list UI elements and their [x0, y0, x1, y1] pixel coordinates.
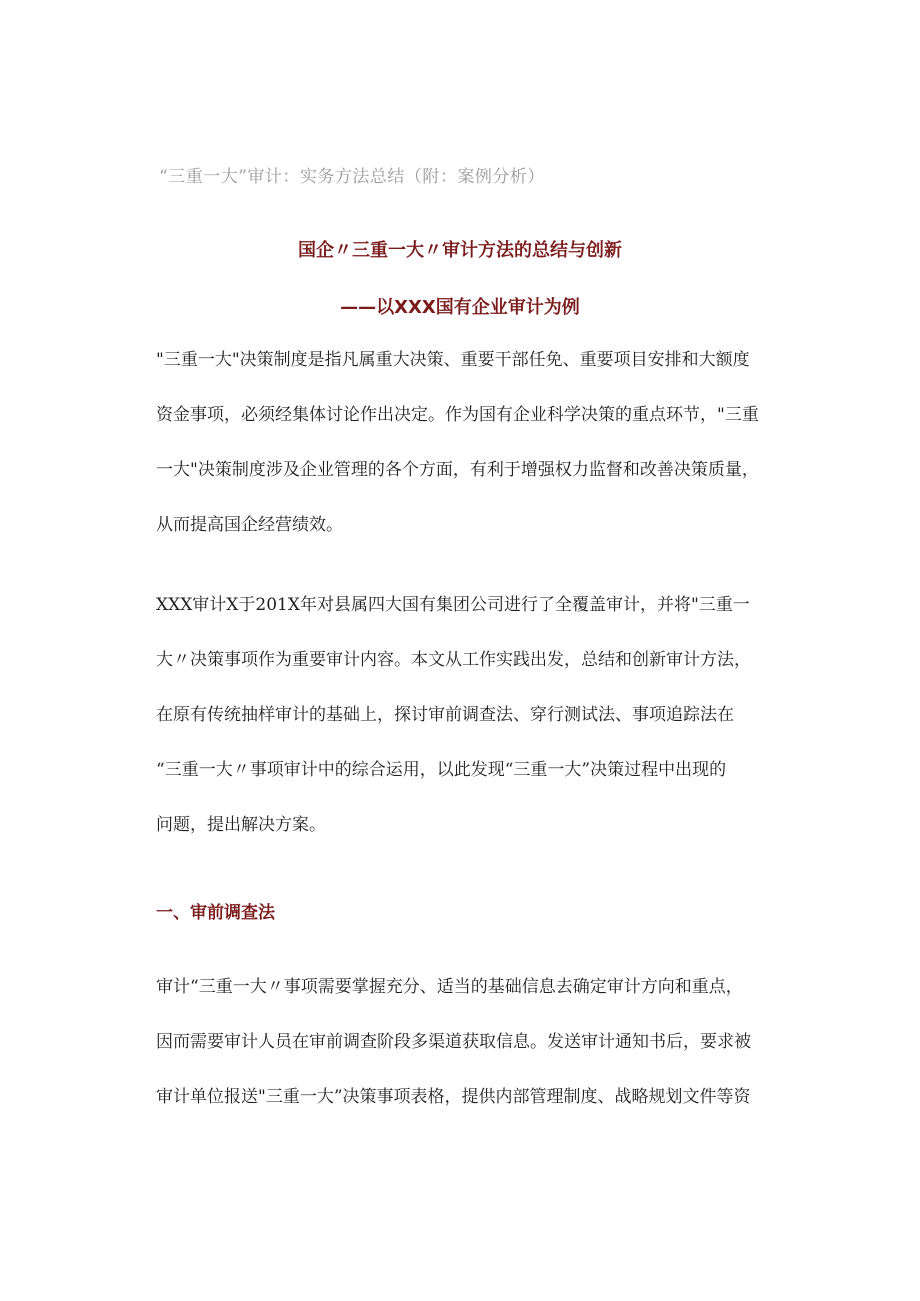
- paragraph-line: 审计单位报送"三重一大”决策事项表格，提供内部管理制度、战略规划文件等资: [156, 1087, 751, 1107]
- paragraph-line: "三重一大"决策制度是指凡属重大决策、重要干部任免、重要项目安排和大额度: [156, 350, 750, 370]
- paragraph-line: 一大"决策制度涉及企业管理的各个方面，有利于增强权力监督和改善决策质量，: [156, 460, 759, 480]
- document-subtitle: ——以XXX国有企业审计为例: [340, 297, 580, 318]
- context-paragraph: [156, 578, 766, 853]
- paragraph-line: 大〃决策事项作为重要审计内容。本文从工作实践出发，总结和创新审计方法，: [156, 650, 751, 670]
- paragraph-line: 在原有传统抽样审计的基础上，探讨审前调查法、穿行测试法、事项追踪法在: [156, 705, 734, 725]
- document-header: “三重一大”审计：实务方法总结（附：案例分析）: [159, 167, 545, 187]
- document-title: 国企〃三重一大〃审计方法的总结与创新: [298, 240, 622, 261]
- paragraph-line: 审计“三重一大〃事项需要掌握充分、适当的基础信息去确定审计方向和重点，: [156, 977, 743, 997]
- paragraph-line: “三重一大〃事项审计中的综合运用，以此发现“三重一大”决策过程中出现的: [156, 760, 727, 780]
- paragraph-line: XXX审计X于201X年对县属四大国有集团公司进行了全覆盖审计，并将"三重一: [156, 595, 750, 615]
- intro-paragraph: [156, 333, 766, 553]
- paragraph-line: 因而需要审计人员在审前调查阶段多渠道获取信息。发送审计通知书后，要求被: [156, 1032, 751, 1052]
- paragraph-line: 从而提高国企经营绩效。: [156, 515, 343, 535]
- section-paragraph: [156, 960, 766, 1125]
- paragraph-line: 资金事项，必须经集体讨论作出决定。作为国有企业科学决策的重点环节，"三重: [156, 405, 759, 425]
- section-heading: 一、审前调查法: [156, 903, 275, 923]
- paragraph-line: 问题，提出解决方案。: [156, 815, 326, 835]
